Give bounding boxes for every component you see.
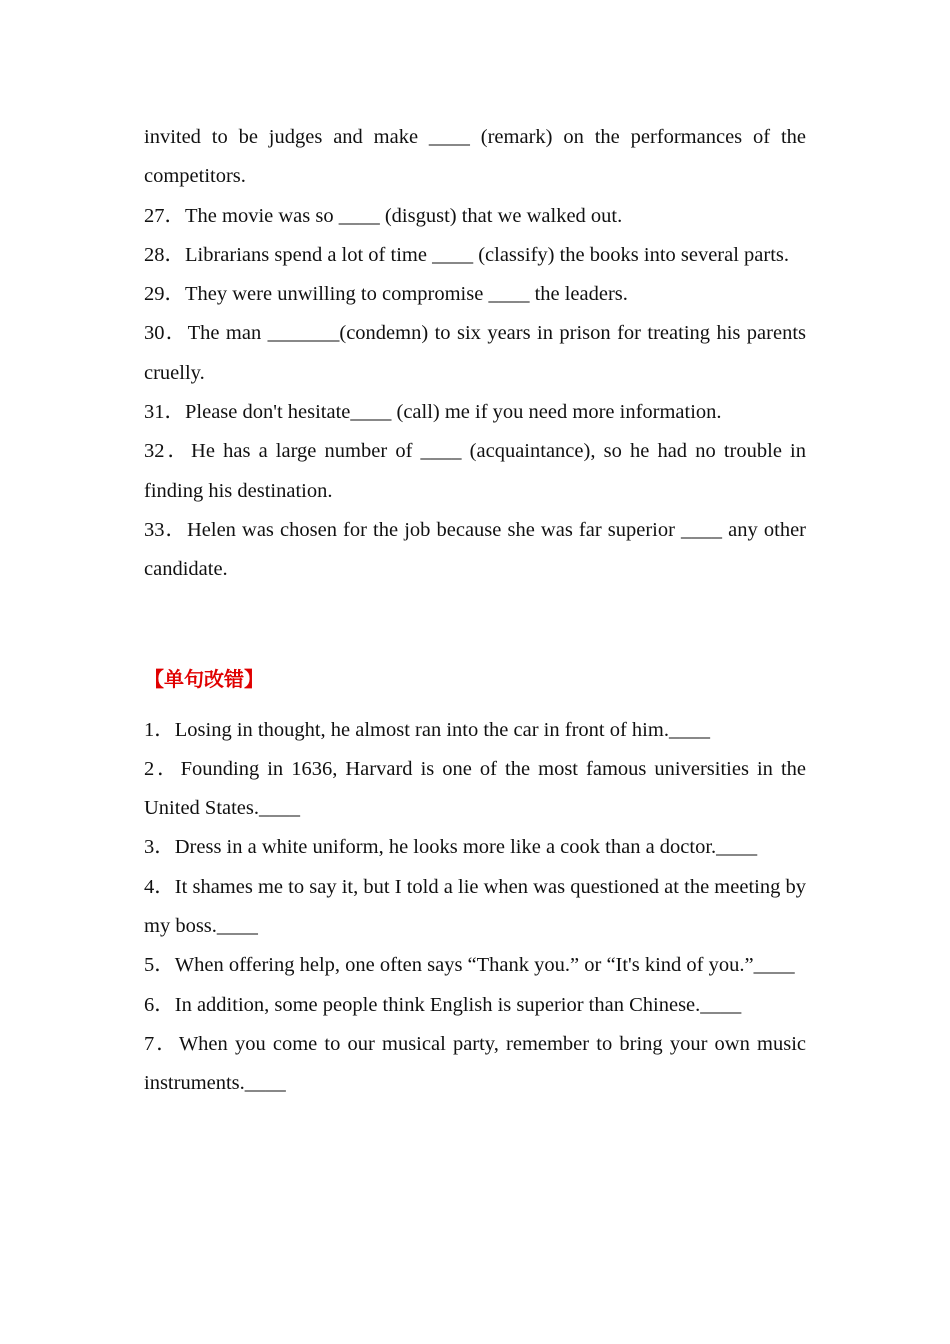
item-number: 5． [144, 954, 175, 977]
item-text: Please don't hesitate____ (call) me if you need more information. [185, 401, 722, 424]
item-number: 2． [144, 757, 181, 780]
item-number: 29． [144, 283, 185, 306]
item-number: 7． [144, 1032, 179, 1055]
correction-item-1 [144, 711, 806, 750]
fill-in-item-28 [144, 236, 806, 275]
document-page [144, 118, 806, 1104]
item-text: It shames me to say it, but I told a lie when was questioned at the meeting by my boss.____ [144, 875, 806, 938]
item-number: 30． [144, 322, 188, 345]
correction-item-7 [144, 1025, 806, 1104]
item-text: When you come to our musical party, remember to bring your own music instruments.____ [144, 1032, 806, 1095]
item-text: The man _______(condemn) to six years in prison for treating his parents cruelly. [144, 322, 806, 384]
item-text: He has a large number of ____ (acquaintance), so he had no trouble in finding his destination. [144, 440, 807, 502]
fill-in-item-33 [144, 511, 806, 590]
fill-in-item-32 [144, 432, 806, 511]
item-number: 27． [144, 204, 185, 227]
correction-item-4 [144, 868, 806, 947]
item-text: Helen was chosen for the job because she was far superior ____ any other candidate. [144, 518, 806, 581]
item-number: 31． [144, 401, 185, 424]
fill-in-item-31 [144, 393, 806, 432]
correction-item-5 [144, 946, 806, 985]
item-number: 6． [144, 993, 175, 1016]
item-number: 28． [144, 243, 185, 266]
item-text: When offering help, one often says “Thank you.” or “It's kind of you.”____ [174, 954, 795, 977]
item-number: 3． [144, 836, 175, 859]
fill-in-item-27 [144, 197, 806, 236]
item-number: 4． [144, 875, 175, 898]
item-text: Librarians spend a lot of time ____ (classify) the books into several parts. [185, 243, 790, 266]
fill-in-item-30 [144, 314, 806, 393]
item-text: The movie was so ____ (disgust) that we walked out. [185, 204, 623, 227]
item-text: Founding in 1636, Harvard is one of the most famous universities in the United States.____ [144, 757, 807, 820]
correction-item-6 [144, 986, 806, 1025]
item-number: 32． [144, 440, 192, 463]
correction-item-3 [144, 828, 806, 867]
item-number: 33． [144, 518, 187, 541]
item-text: Losing in thought, he almost ran into the car in front of him.____ [174, 718, 710, 741]
item-text: They were unwilling to compromise ____ the leaders. [185, 283, 628, 306]
section-spacer [144, 590, 806, 659]
fill-in-continuation: invited to be judges and make ____ (remark) on the performances of the competitors. [144, 126, 806, 188]
correction-item-2 [144, 750, 806, 829]
section-heading: 【单句改错】 [144, 666, 264, 691]
fill-in-item-29 [144, 275, 806, 314]
item-text: In addition, some people think English is superior than Chinese.____ [174, 993, 742, 1016]
item-text: Dress in a white uniform, he looks more like a cook than a doctor.____ [174, 836, 758, 859]
item-number: 1． [144, 718, 175, 741]
